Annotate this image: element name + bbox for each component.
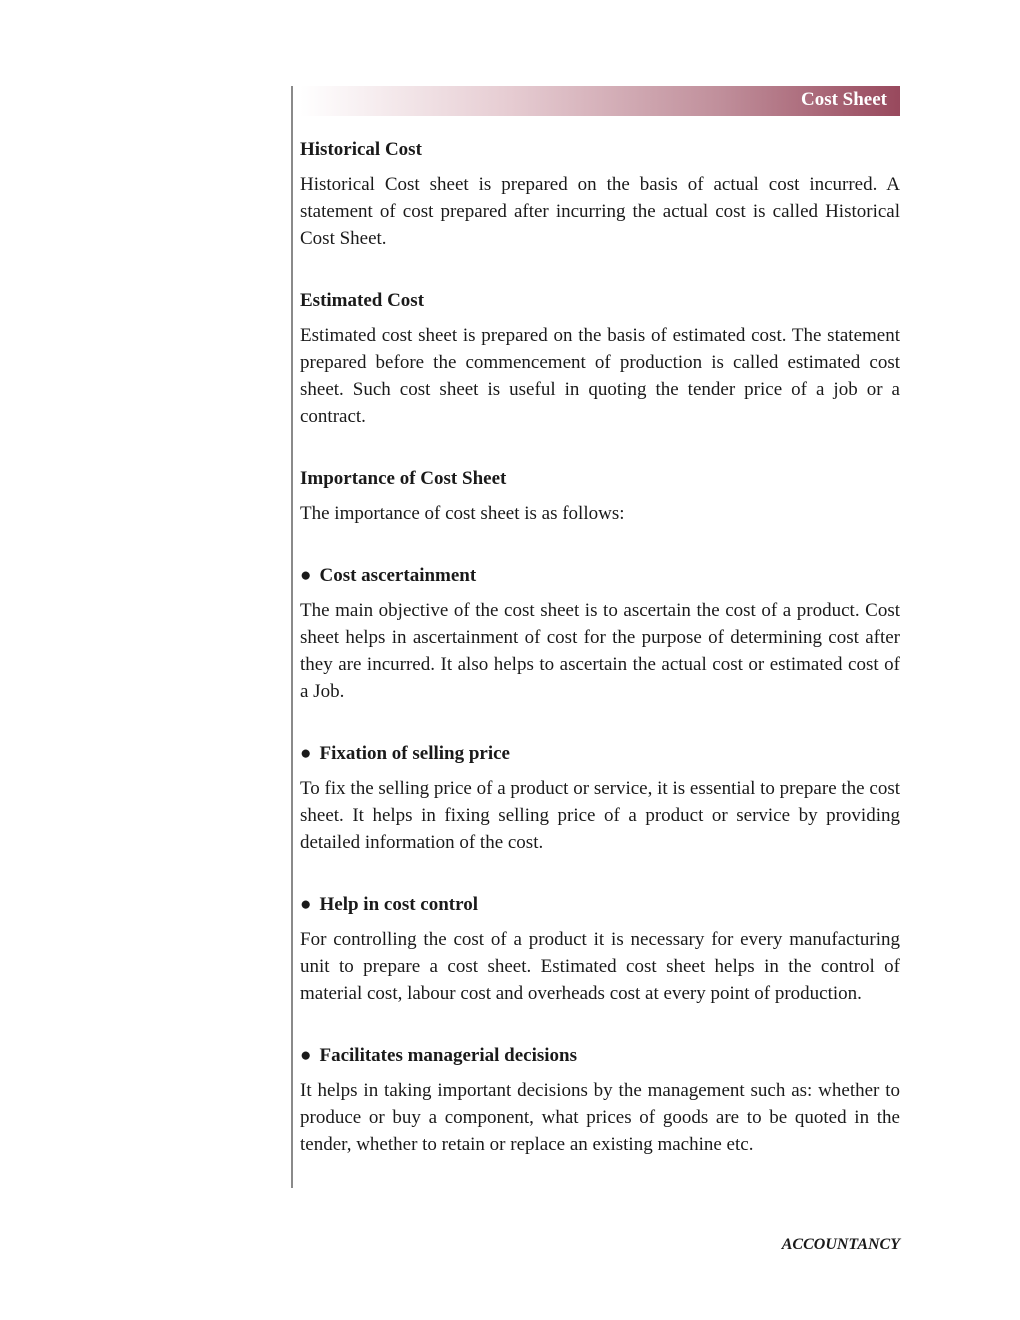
- bullet-managerial-decisions: [300, 1042, 900, 1158]
- section-heading: Importance of Cost Sheet: [300, 468, 507, 489]
- content: [300, 136, 900, 1193]
- bullet-icon: ●: [300, 1045, 312, 1066]
- section-historical-cost: [300, 136, 900, 252]
- section-importance: [300, 465, 900, 527]
- bullet-fixation: [300, 740, 900, 856]
- bullet-icon: ●: [300, 743, 312, 764]
- section-heading: Estimated Cost: [300, 290, 425, 311]
- section-body: The importance of cost sheet is as follows:: [300, 503, 625, 524]
- section-heading: Historical Cost: [300, 139, 422, 160]
- chapter-title: Cost Sheet: [800, 89, 887, 110]
- footer-subject: ACCOUNTANCY: [781, 1236, 900, 1253]
- bullet-heading: Cost ascertainment: [319, 565, 477, 586]
- section-estimated-cost: [300, 287, 900, 430]
- bullet-body: The main objective of the cost sheet is to ascertain the cost of a product. Cost sheet helps in ascertainment of cost for the purpose of determining cost after they are incurred. It also helps to ascertain the actual cost or estimated cost of a Job.: [300, 600, 900, 702]
- bullet-icon: ●: [300, 565, 312, 586]
- section-body: Estimated cost sheet is prepared on the basis of estimated cost. The statement prepared before the commencement of production is called estimated cost sheet. Such cost sheet is useful in quoting the tender price of a job or a contract.: [300, 325, 900, 427]
- bullet-cost-ascertainment: [300, 562, 900, 705]
- bullet-icon: ●: [300, 894, 312, 915]
- chapter-header-band: [300, 86, 900, 116]
- bullet-heading: Help in cost control: [319, 894, 478, 915]
- bullet-heading: Facilitates managerial decisions: [319, 1045, 578, 1066]
- bullet-body: To fix the selling price of a product or service, it is essential to prepare the cost sheet. It helps in fixing selling price of a product or service by providing detailed information of the cost.: [300, 778, 900, 853]
- bullet-body: It helps in taking important decisions by the management such as: whether to produce or buy a component, what prices of goods are to be quoted in the tender, whether to retain or replace an existing machine etc.: [300, 1080, 900, 1155]
- margin-rule: [291, 86, 293, 1188]
- bullet-cost-control: [300, 891, 900, 1007]
- bullet-body: For controlling the cost of a product it is necessary for every manufacturing unit to prepare a cost sheet. Estimated cost sheet helps in the control of material cost, labour cost and overheads cost at every point of production.: [300, 929, 900, 1004]
- section-body: Historical Cost sheet is prepared on the basis of actual cost incurred. A statement of cost prepared after incurring the actual cost is called Historical Cost Sheet.: [300, 174, 900, 249]
- bullet-heading: Fixation of selling price: [319, 743, 510, 764]
